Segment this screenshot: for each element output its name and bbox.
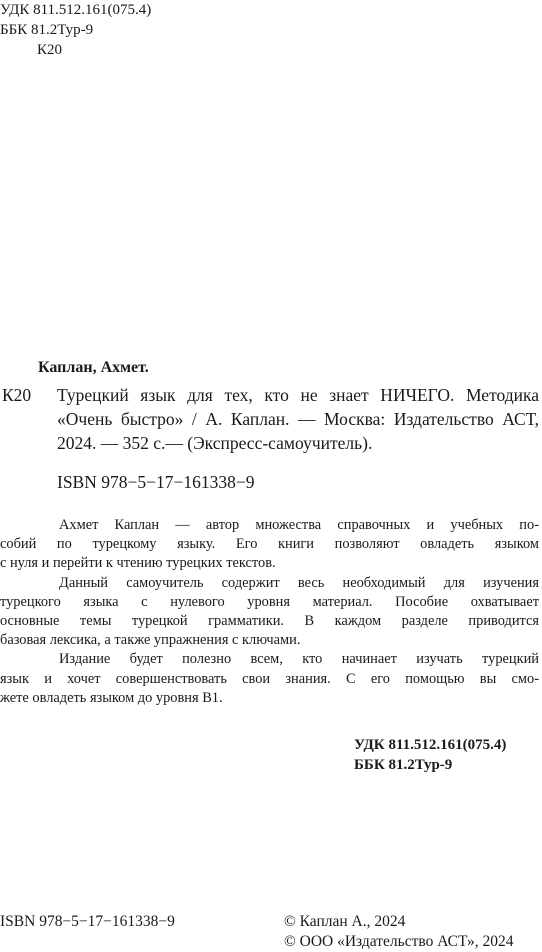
abstract-line: Ахмет Каплан — автор множества справочных и учебных по- <box>59 517 539 533</box>
footer-isbn: ISBN 978−5−17−161338−9 <box>0 913 175 930</box>
bottom-bbk-code: ББК 81.2Тур-9 <box>354 757 453 773</box>
catalog-author-mark: К20 <box>2 385 32 405</box>
abstract-line: основные темы турецкой грамматики. В каждом разделе приводится <box>0 613 539 630</box>
top-author-mark: К20 <box>37 42 63 58</box>
top-bbk-code: ББК 81.2Тур-9 <box>0 22 94 38</box>
bottom-udk-code: УДК 811.512.161(075.4) <box>354 737 507 753</box>
catalog-isbn: ISBN 978−5−17−161338−9 <box>57 472 255 492</box>
catalog-entry-line: Турецкий язык для тех, кто не знает НИЧЕГО. Методика <box>57 385 539 405</box>
abstract-line: турецкого языка с нулевого уровня материал. Пособие охватывает <box>0 593 539 610</box>
abstract-line: жете овладеть языком до уровня В1. <box>0 689 223 706</box>
footer-copyrights <box>284 912 514 952</box>
copyright-author: © Каплан А., 2024 <box>284 913 406 930</box>
abstract <box>0 516 539 708</box>
abstract-line: язык и хочет совершенствовать свои знания. С его помощью вы смо- <box>0 670 539 687</box>
catalog-entry-line: 2024. — 352 с.— (Экспресс-самоучитель). <box>57 433 373 453</box>
copyright-publisher: © ООО «Издательство АСТ», 2024 <box>284 933 514 950</box>
bottom-classification-codes <box>354 735 506 775</box>
top-classification-codes <box>0 0 151 60</box>
catalog-entry-line: «Очень быстро» / А. Каплан. — Москва: Издательство АСТ, <box>57 409 539 429</box>
abstract-line: Данный самоучитель содержит весь необходимый для изучения <box>59 574 539 591</box>
abstract-line: с нуля и перейти к чтению турецких текстов. <box>0 555 276 572</box>
catalog-author: Каплан, Ахмет. <box>38 359 149 376</box>
abstract-line: собий по турецкому языку. Его книги позволяют овладеть языком <box>0 536 539 553</box>
abstract-line: базовая лексика, а также упражнения с ключами. <box>0 632 301 649</box>
catalog-entry <box>57 383 539 455</box>
top-udk-code: УДК 811.512.161(075.4) <box>0 2 152 18</box>
abstract-line: Издание будет полезно всем, кто начинает изучать турецкий <box>59 651 539 668</box>
